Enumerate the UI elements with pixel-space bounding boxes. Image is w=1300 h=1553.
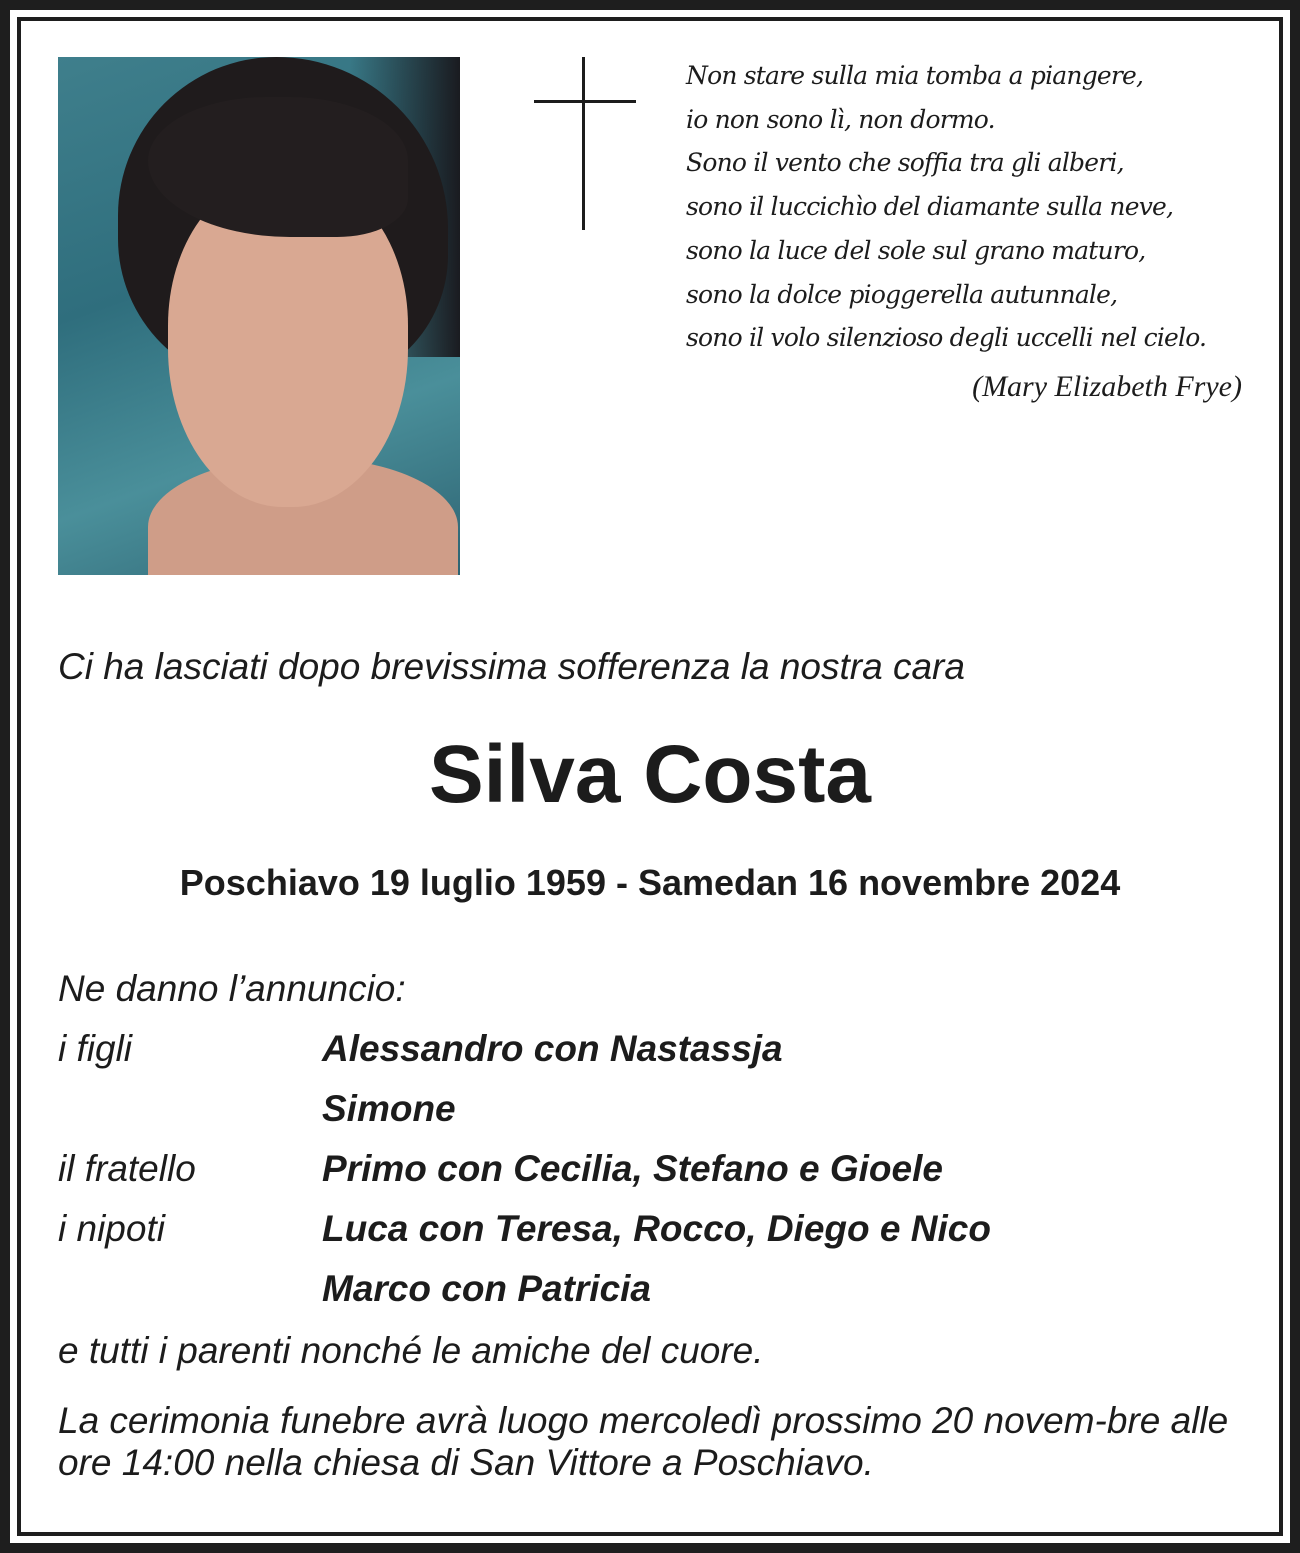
intro-text: Ci ha lasciati dopo brevissima sofferenza la nostra cara	[58, 646, 965, 687]
relative-names: Simone	[322, 1088, 456, 1129]
life-dates: Poschiavo 19 luglio 1959 - Samedan 16 novembre 2024	[179, 862, 1121, 903]
relative-names: Marco con Patricia	[322, 1268, 652, 1309]
deceased-name: Silva Costa	[428, 729, 872, 820]
relation-label: i figli	[58, 1028, 133, 1069]
relative-names: Primo con Cecilia, Stefano e Gioele	[322, 1148, 943, 1189]
poem-line: Sono il vento che soffia tra gli alberi,	[686, 148, 1124, 178]
poem-line: io non sono lì, non dormo.	[686, 104, 995, 134]
others-text: e tutti i parenti nonché le amiche del cuore.	[58, 1330, 764, 1371]
relative-names: Luca con Teresa, Rocco, Diego e Nico	[322, 1208, 991, 1249]
poem-line: sono la luce del sole sul grano maturo,	[686, 235, 1146, 265]
poem-line: sono il luccichìo del diamante sulla neve,	[686, 192, 1174, 222]
relative-names: Alessandro con Nastassja	[322, 1028, 783, 1069]
announcers-heading: Ne danno l’annuncio:	[58, 968, 406, 1009]
portrait-photo	[58, 57, 460, 575]
poem-line: Non stare sulla mia tomba a piangere,	[686, 61, 1144, 90]
poem-line: sono la dolce pioggerella autunnale,	[686, 279, 1118, 309]
ceremony-text: La cerimonia funebre avrà luogo mercoledì prossimo 20 novem-bre alle ore 14:00 nella chiesa di San Vittore a Poschiavo.	[58, 1400, 1229, 1483]
poem-line: sono il volo silenzioso degli uccelli nel cielo.	[686, 323, 1207, 353]
relation-label: il fratello	[58, 1148, 196, 1189]
poem	[686, 54, 1206, 360]
poem-attribution: (Mary Elizabeth Frye)	[972, 370, 1242, 403]
relation-label: i nipoti	[58, 1208, 165, 1249]
